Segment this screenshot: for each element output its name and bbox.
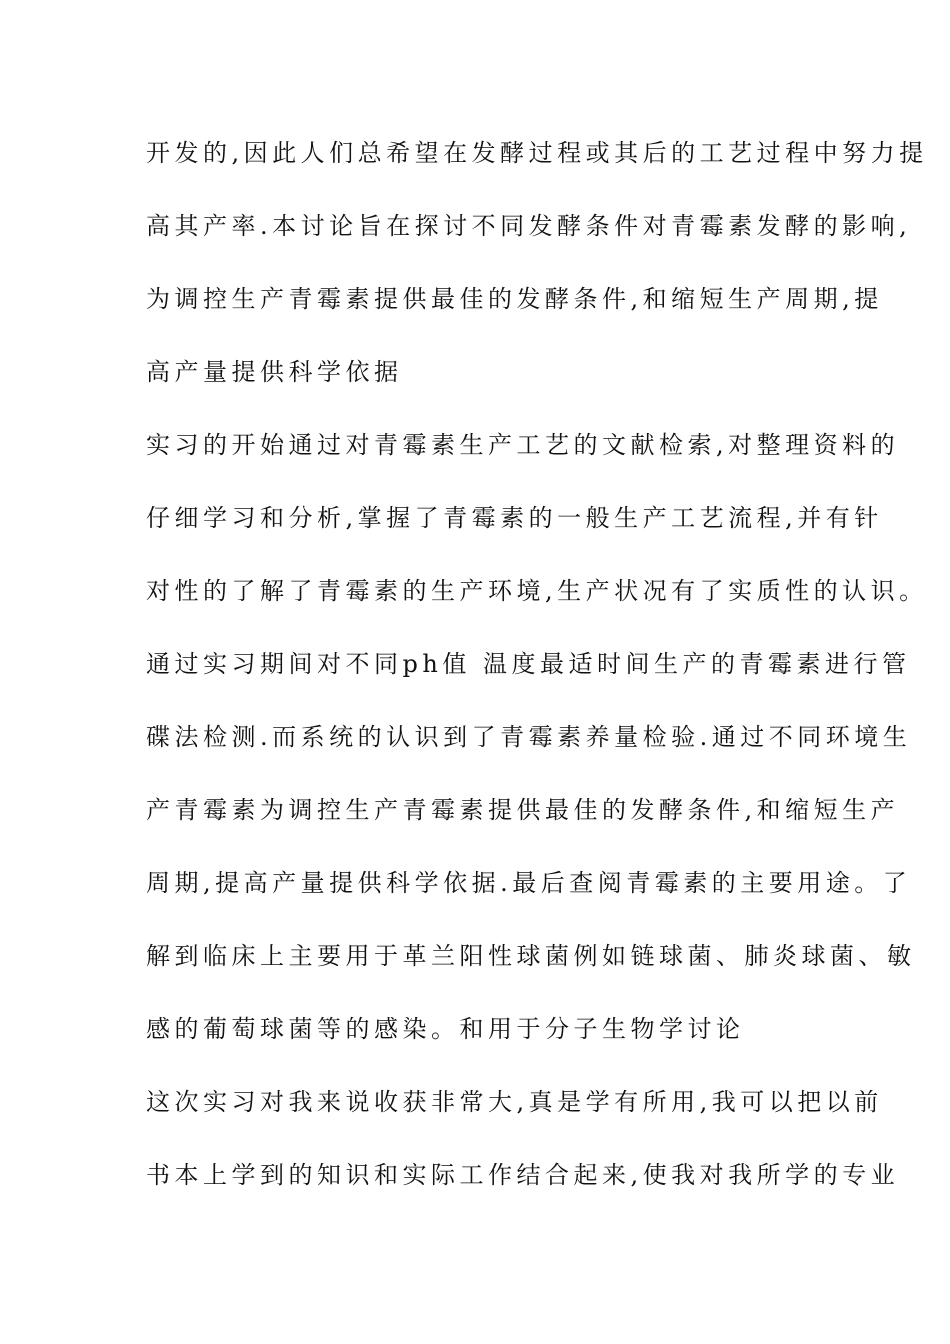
text-line: 实习的开始通过对青霉素生产工艺的文献检索,对整理资料的 [146,431,900,459]
text-line: 产青霉素为调控生产青霉素提供最佳的发酵条件,和缩短生产 [146,796,900,824]
text-line: 通过实习期间对不同ph值 温度最适时间生产的青霉素进行管 [146,650,911,678]
text-line: 这次实习对我来说收获非常大,真是学有所用,我可以把以前 [146,1088,883,1116]
text-line: 对性的了解了青霉素的生产环境,生产状况有了实质性的认识。 [146,577,928,605]
text-line: 感的葡萄球菌等的感染。和用于分子生物学讨论 [146,1015,745,1043]
text-line: 解到临床上主要用于革兰阳性球菌例如链球菌、肺炎球菌、敏 [146,942,916,970]
text-line: 为调控生产青霉素提供最佳的发酵条件,和缩短生产周期,提 [146,285,883,313]
text-line: 高产量提供科学依据 [146,358,403,386]
text-line: 开发的,因此人们总希望在发酵过程或其后的工艺过程中努力提 [146,139,928,167]
text-line: 仔细学习和分析,掌握了青霉素的一般生产工艺流程,并有针 [146,504,883,532]
text-line: 周期,提高产量提供科学依据.最后查阅青霉素的主要用途。了 [146,869,912,897]
text-line: 高其产率.本讨论旨在探讨不同发酵条件对青霉素发酵的影响, [146,212,912,240]
text-line: 碟法检测.而系统的认识到了青霉素养量检验.通过不同环境生 [146,723,912,751]
text-line: 书本上学到的知识和实际工作结合起来,使我对我所学的专业 [146,1161,900,1189]
